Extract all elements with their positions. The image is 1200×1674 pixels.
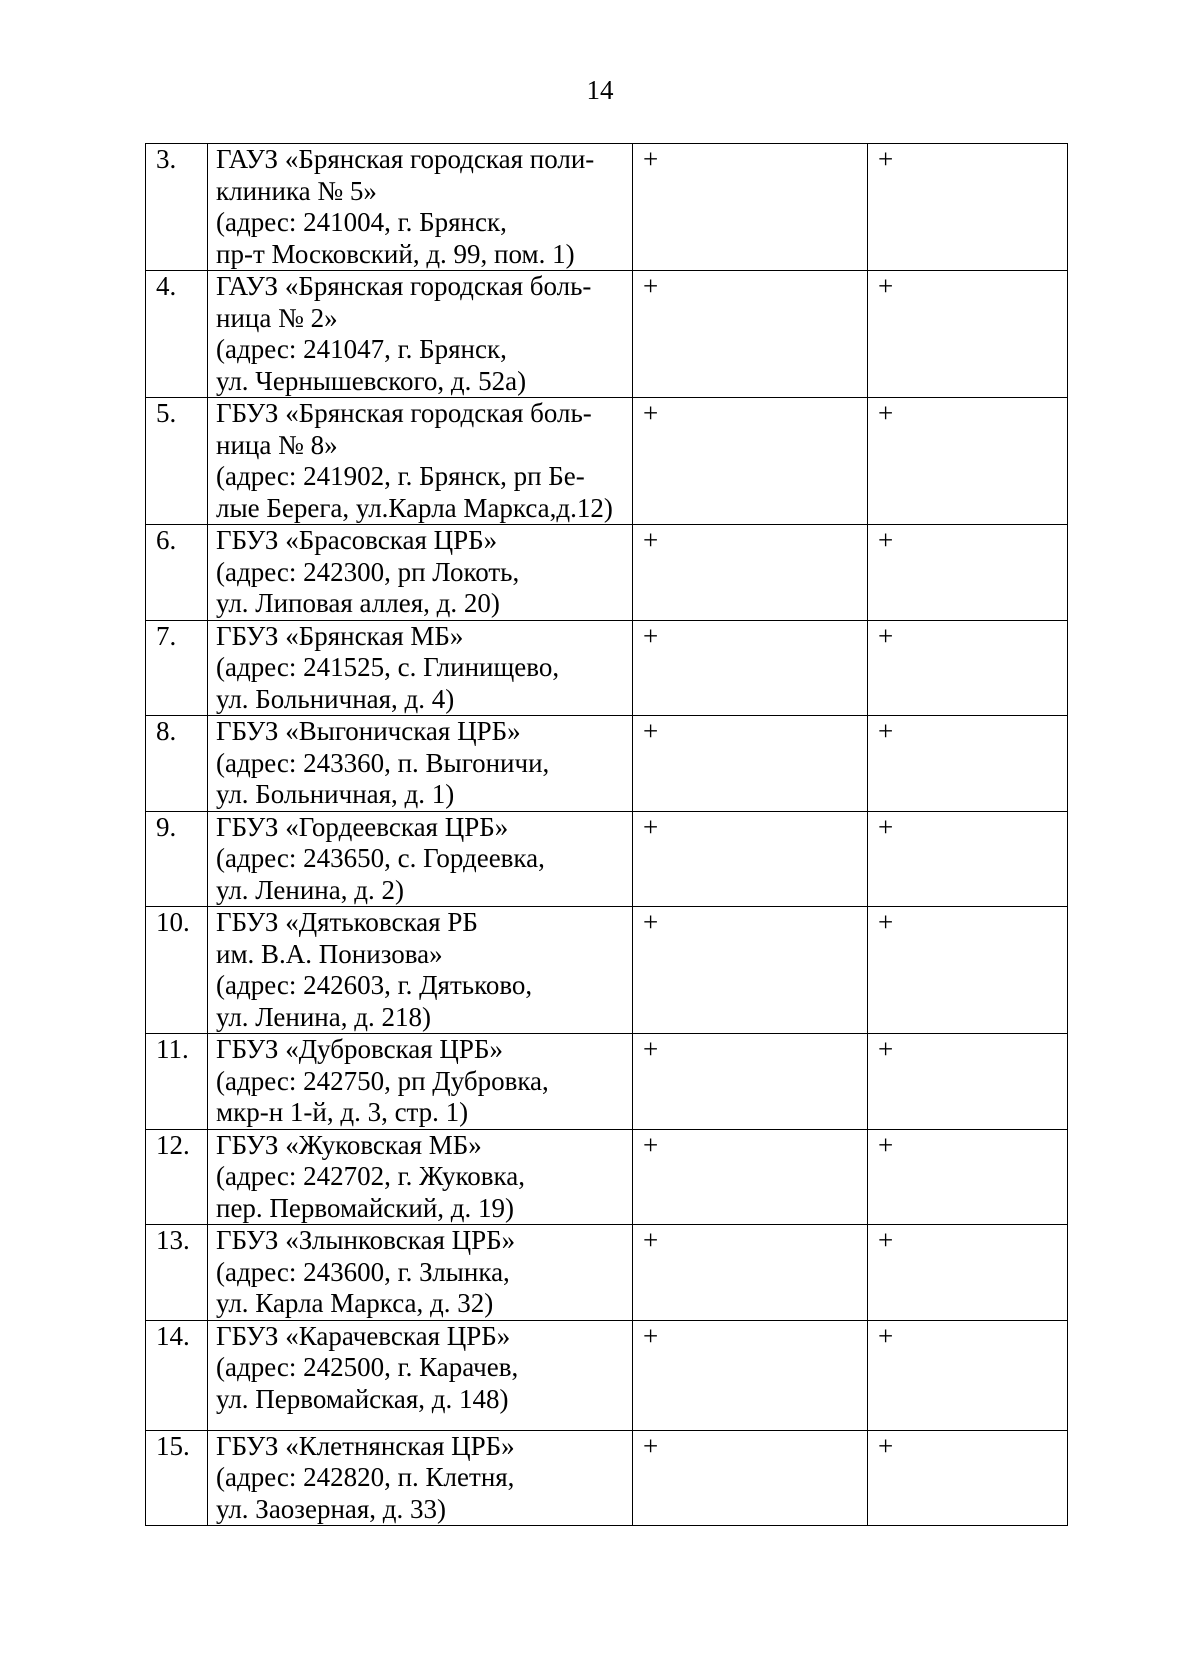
institution-line: ГБУЗ «Клетнянская ЦРБ» xyxy=(216,1430,515,1461)
mark-column-b: + xyxy=(868,1430,1068,1526)
table-row xyxy=(146,811,1068,907)
mark-column-a: + xyxy=(633,1129,868,1225)
institutions-table xyxy=(145,143,1068,1526)
row-number: 10. xyxy=(146,907,208,1034)
mark-column-a: + xyxy=(633,1320,868,1430)
row-number: 13. xyxy=(146,1225,208,1321)
institution-line: пер. Первомайский, д. 19) xyxy=(216,1192,515,1223)
institution-line: (адрес: 242603, г. Дятьково, xyxy=(216,970,533,1000)
mark-column-b: + xyxy=(868,907,1068,1034)
table-row xyxy=(146,1034,1068,1130)
institution-line: ГБУЗ «Брянская МБ» xyxy=(216,620,464,651)
institution-line: ГАУЗ «Брянская городская поли- xyxy=(216,144,595,174)
institution-line: (адрес: 242702, г. Жуковка, xyxy=(216,1161,525,1191)
mark-column-a: + xyxy=(633,620,868,716)
institution-line: ул. Чернышевского, д. 52а) xyxy=(216,365,527,396)
mark-column-b: + xyxy=(868,811,1068,907)
mark-column-b: + xyxy=(868,1129,1068,1225)
table-row xyxy=(146,1320,1068,1430)
institution-line: ГБУЗ «Дубровская ЦРБ» xyxy=(216,1034,503,1064)
mark-column-b: + xyxy=(868,271,1068,398)
mark-column-b: + xyxy=(868,620,1068,716)
row-number: 9. xyxy=(146,811,208,907)
institution-line: (адрес: 242300, рп Локоть, xyxy=(216,556,520,587)
row-number: 14. xyxy=(146,1320,208,1430)
mark-column-a: + xyxy=(633,1430,868,1526)
mark-column-b: + xyxy=(868,144,1068,271)
mark-column-b: + xyxy=(868,398,1068,525)
institution-line: ГБУЗ «Брянская городская боль- xyxy=(216,398,592,428)
institution-line: (адрес: 241525, с. Глинищево, xyxy=(216,652,560,682)
table-row xyxy=(146,907,1068,1034)
mark-column-b: + xyxy=(868,1320,1068,1430)
table-row xyxy=(146,1430,1068,1526)
table-row xyxy=(146,144,1068,271)
institution-line: ница № 2» xyxy=(216,302,338,333)
institution-line: ГБУЗ «Выгоничская ЦРБ» xyxy=(216,716,521,746)
institution-cell xyxy=(208,271,633,398)
mark-column-a: + xyxy=(633,398,868,525)
institution-line: (адрес: 241047, г. Брянск, xyxy=(216,334,507,364)
institution-line: ГБУЗ «Жуковская МБ» xyxy=(216,1129,482,1160)
institution-line: (адрес: 243360, п. Выгоничи, xyxy=(216,747,550,778)
institution-cell xyxy=(208,398,633,525)
mark-column-a: + xyxy=(633,1225,868,1321)
mark-column-b: + xyxy=(868,716,1068,812)
institution-line: (адрес: 242820, п. Клетня, xyxy=(216,1462,515,1492)
institution-line: ул. Карла Маркса, д. 32) xyxy=(216,1288,494,1318)
institution-line: ул. Ленина, д. 218) xyxy=(216,1001,431,1032)
institution-line: (адрес: 243600, г. Злынка, xyxy=(216,1256,510,1287)
institution-line: ул. Липовая аллея, д. 20) xyxy=(216,588,500,618)
row-number: 12. xyxy=(146,1129,208,1225)
institution-line: ница № 8» xyxy=(216,429,338,460)
institution-cell xyxy=(208,907,633,1034)
institution-line: ул. Больничная, д. 1) xyxy=(216,779,455,809)
institution-line: (адрес: 242500, г. Карачев, xyxy=(216,1352,519,1382)
institution-line: им. В.А. Понизова» xyxy=(216,938,443,969)
table-row xyxy=(146,620,1068,716)
institution-line: ГБУЗ «Гордеевская ЦРБ» xyxy=(216,811,509,842)
institution-cell xyxy=(208,144,633,271)
row-number: 3. xyxy=(146,144,208,271)
institution-line: клиника № 5» xyxy=(216,175,377,206)
table-row xyxy=(146,398,1068,525)
institution-line: ул. Заозерная, д. 33) xyxy=(216,1493,447,1524)
institution-line: ул. Первомайская, д. 148) xyxy=(216,1383,509,1414)
institution-line: ГБУЗ «Брасовская ЦРБ» xyxy=(216,525,498,555)
institution-line: лые Берега, ул.Карла Маркса,д.12) xyxy=(216,492,613,523)
institution-cell xyxy=(208,1320,633,1430)
institution-line: ул. Ленина, д. 2) xyxy=(216,874,404,905)
table-row xyxy=(146,525,1068,621)
mark-column-b: + xyxy=(868,1034,1068,1130)
institution-cell xyxy=(208,525,633,621)
institution-cell xyxy=(208,1225,633,1321)
table-row xyxy=(146,1129,1068,1225)
institution-line: мкр-н 1-й, д. 3, стр. 1) xyxy=(216,1097,469,1127)
row-number: 11. xyxy=(146,1034,208,1130)
mark-column-a: + xyxy=(633,525,868,621)
institution-line: ГБУЗ «Злынковская ЦРБ» xyxy=(216,1225,516,1255)
mark-column-a: + xyxy=(633,1034,868,1130)
row-number: 6. xyxy=(146,525,208,621)
mark-column-a: + xyxy=(633,811,868,907)
mark-column-a: + xyxy=(633,271,868,398)
mark-column-b: + xyxy=(868,525,1068,621)
institution-line: ГБУЗ «Карачевская ЦРБ» xyxy=(216,1320,511,1351)
institution-cell xyxy=(208,620,633,716)
mark-column-a: + xyxy=(633,716,868,812)
institution-cell xyxy=(208,1034,633,1130)
institution-cell xyxy=(208,1129,633,1225)
institution-line: ул. Больничная, д. 4) xyxy=(216,683,455,714)
page-number: 14 xyxy=(586,75,614,105)
table-row xyxy=(146,716,1068,812)
mark-column-a: + xyxy=(633,907,868,1034)
row-number: 15. xyxy=(146,1430,208,1526)
institution-line: (адрес: 241004, г. Брянск, xyxy=(216,207,507,237)
institution-line: (адрес: 242750, рп Дубровка, xyxy=(216,1065,549,1096)
table-row xyxy=(146,1225,1068,1321)
institution-cell xyxy=(208,1430,633,1526)
institution-cell xyxy=(208,811,633,907)
institution-cell xyxy=(208,716,633,812)
row-number: 8. xyxy=(146,716,208,812)
row-number: 4. xyxy=(146,271,208,398)
institution-line: (адрес: 243650, с. Гордеевка, xyxy=(216,843,545,873)
institution-line: (адрес: 241902, г. Брянск, рп Бе- xyxy=(216,461,585,491)
table-row xyxy=(146,271,1068,398)
institution-line: ГАУЗ «Брянская городская боль- xyxy=(216,271,592,301)
mark-column-b: + xyxy=(868,1225,1068,1321)
institution-line: ГБУЗ «Дятьковская РБ xyxy=(216,907,478,937)
table-body xyxy=(146,144,1068,1526)
row-number: 7. xyxy=(146,620,208,716)
institution-line: пр-т Московский, д. 99, пом. 1) xyxy=(216,238,575,269)
mark-column-a: + xyxy=(633,144,868,271)
row-number: 5. xyxy=(146,398,208,525)
